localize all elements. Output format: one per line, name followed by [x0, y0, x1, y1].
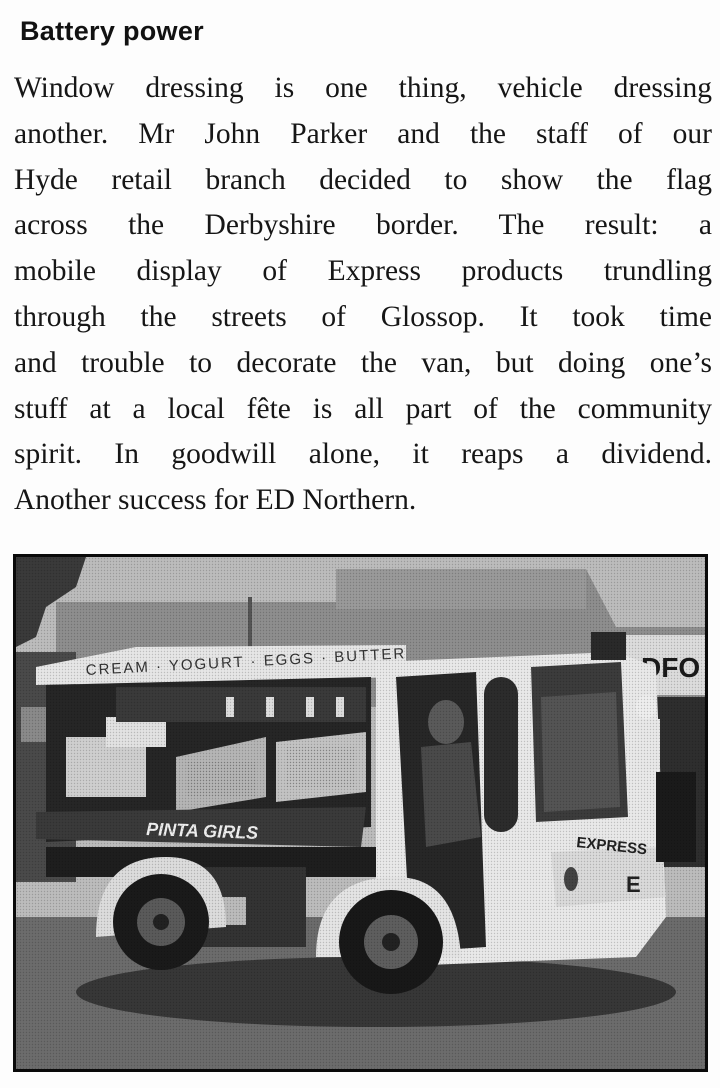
- photo-illustration: [16, 557, 705, 1069]
- paragraph-line: another. Mr John Parker and the staff of our: [14, 117, 712, 150]
- paragraph-line: Hyde retail branch decided to show the flag: [14, 163, 712, 196]
- paragraph-line: spirit. In goodwill alone, it reaps a dividend.: [14, 438, 712, 471]
- paragraph-line: Window dressing is one thing, vehicle dressing: [14, 72, 712, 104]
- paragraph-line: across the Derbyshire border. The result: a: [14, 209, 712, 242]
- paragraph-line: and trouble to decorate the van, but doing one’s: [14, 346, 712, 379]
- paragraph-line: through the streets of Glossop. It took time: [14, 300, 712, 333]
- article-paragraph: [14, 66, 712, 524]
- paragraph-line: Another success for ED Northern.: [14, 484, 417, 517]
- article-heading: Battery power: [20, 16, 204, 46]
- paragraph-line: mobile display of Express products trundling: [14, 255, 712, 288]
- milk-float-photo: [13, 554, 708, 1072]
- paragraph-line: stuff at a local fête is all part of the community: [14, 392, 712, 425]
